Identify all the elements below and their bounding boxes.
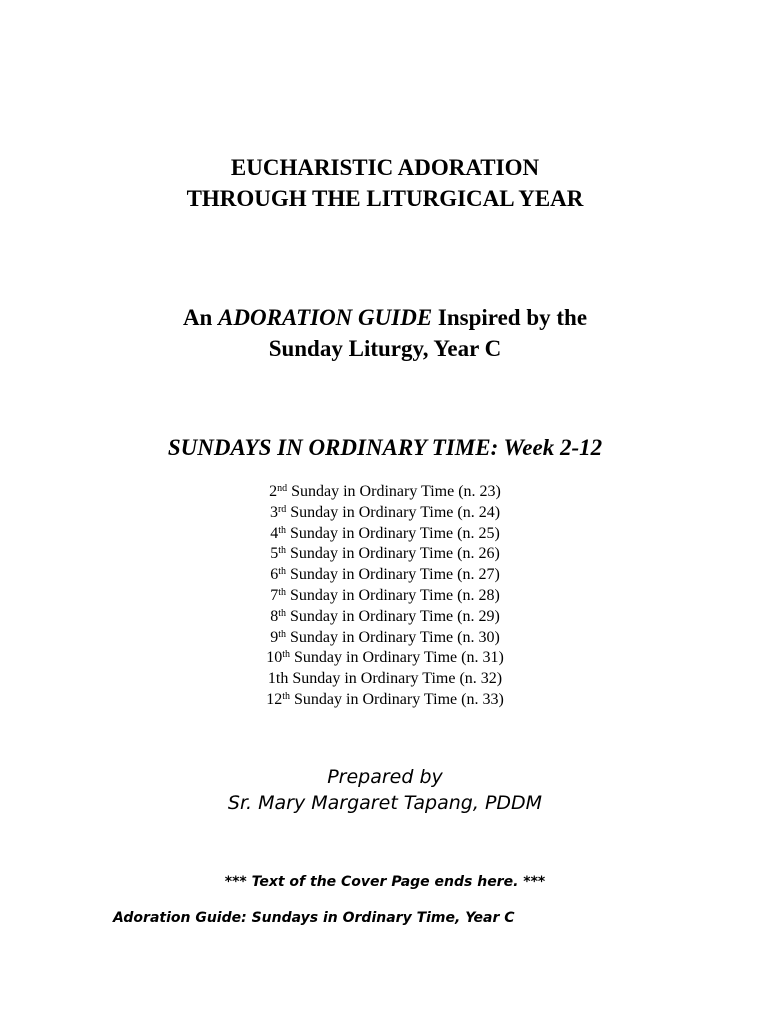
- ordinal-suffix: th: [278, 607, 286, 619]
- sunday-number: 4: [270, 524, 279, 542]
- sunday-text: Sunday in Ordinary Time (n. 23): [287, 483, 501, 500]
- ordinal-suffix: rd: [277, 503, 287, 515]
- subtitle-prefix: An: [182, 305, 219, 330]
- sunday-text: Sunday in Ordinary Time (n. 26): [286, 545, 500, 563]
- sunday-number: 6: [270, 566, 279, 584]
- sunday-text: Sunday in Ordinary Time (n. 31): [290, 649, 504, 667]
- subtitle-line-2: Sunday Liturgy, Year C: [268, 336, 502, 361]
- subtitle-line-1: [0, 302, 770, 333]
- sunday-text: Sunday in Ordinary Time (n. 27): [286, 566, 500, 584]
- prepared-by-label: Prepared by: [327, 766, 443, 788]
- document-footer: Adoration Guide: Sundays in Ordinary Time, Year C: [113, 910, 515, 926]
- sunday-text: Sunday in Ordinary Time (n. 32): [288, 670, 503, 688]
- sunday-number: 1th: [267, 670, 289, 688]
- sunday-text: Sunday in Ordinary Time (n. 25): [286, 524, 500, 542]
- ordinal-suffix: th: [282, 690, 290, 702]
- section-heading: SUNDAYS IN ORDINARY TIME: Week 2-12: [167, 435, 603, 460]
- ordinal-suffix: th: [278, 586, 286, 598]
- document-subtitle: [0, 302, 770, 364]
- sunday-text: Sunday in Ordinary Time (n. 28): [286, 586, 500, 604]
- title-line-2: THROUGH THE LITURGICAL YEAR: [186, 186, 584, 211]
- cover-end-note: *** Text of the Cover Page ends here. ***: [224, 874, 546, 890]
- sunday-text: Sunday in Ordinary Time (n. 29): [286, 607, 500, 625]
- list-item: [0, 565, 770, 586]
- sunday-text: Sunday in Ordinary Time (n. 24): [286, 503, 501, 521]
- sunday-number: 8: [270, 607, 279, 625]
- author-name: Sr. Mary Margaret Tapang, PDDM: [227, 792, 543, 814]
- sunday-number: 10: [266, 649, 283, 667]
- list-item: [0, 544, 770, 565]
- ordinal-suffix: nd: [277, 483, 288, 494]
- ordinal-suffix: th: [278, 628, 286, 640]
- list-item: [0, 669, 770, 690]
- sunday-number: 5: [270, 545, 279, 563]
- list-item: [0, 690, 770, 711]
- sunday-number: 2: [269, 483, 278, 500]
- sunday-text: Sunday in Ordinary Time (n. 30): [286, 628, 500, 646]
- ordinal-suffix: th: [278, 545, 286, 557]
- document-title: [0, 152, 770, 214]
- subtitle-suffix: Inspired by the: [432, 305, 588, 330]
- ordinal-suffix: th: [278, 524, 286, 536]
- sunday-number: 12: [266, 690, 283, 708]
- sunday-list: [0, 482, 770, 711]
- sunday-number: 7: [270, 586, 279, 604]
- list-item: [0, 503, 770, 524]
- list-item: [0, 524, 770, 545]
- sunday-text: Sunday in Ordinary Time (n. 33): [290, 690, 504, 708]
- title-line-1: EUCHARISTIC ADORATION: [230, 155, 540, 180]
- list-item: [0, 628, 770, 649]
- list-item: [0, 482, 770, 503]
- ordinal-suffix: th: [278, 566, 286, 578]
- sunday-number: 9: [270, 628, 279, 646]
- subtitle-emphasis: ADORATION GUIDE: [218, 305, 433, 330]
- list-item: [0, 607, 770, 628]
- ordinal-suffix: th: [282, 649, 290, 661]
- list-item: [0, 586, 770, 607]
- prepared-by-block: [0, 764, 770, 816]
- list-item: [0, 648, 770, 669]
- sunday-number: 3: [269, 503, 278, 521]
